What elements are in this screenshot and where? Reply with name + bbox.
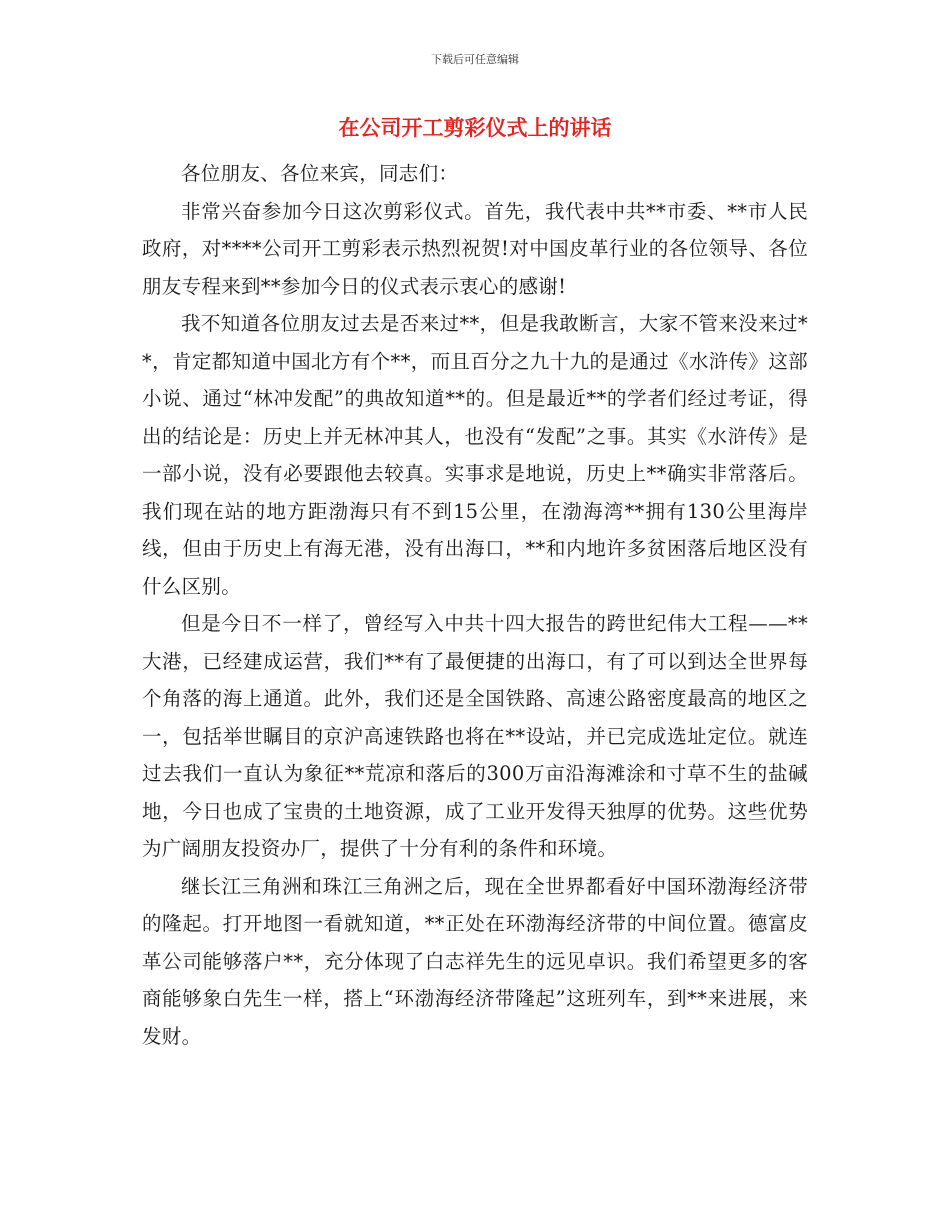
document-title: 在公司开工剪彩仪式上的讲话 [338,116,612,140]
body-paragraph: 非常兴奋参加今日这次剪彩仪式。首先，我代表中共**市委、**市人民政府，对****公司开工剪彩表示热烈祝贺!对中国皮革行业的各位领导、各位朋友专程来到**参加今日的仪式表示衷心的感谢! [142,199,808,298]
body-paragraph: 我不知道各位朋友过去是否来过**，但是我敢断言，大家不管来没来过**，肯定都知道中国北方有个**，而且百分之九十九的是通过《水浒传》这部小说、通过“林冲发配”的典故知道**的。但是最近**的学者们经过考证，得出的结论是：历史上并无林冲其人，也没有“发配”之事。其实《水浒传》是一部小说，没有必要跟他去较真。实事求是地说，历史上**确实非常落后。我们现在站的地方距渤海只有不到15公里，在渤海湾**拥有130公里海岸线，但由于历史上有海无港，没有出海口，**和内地许多贫困落后地区没有什么区别。 [142,312,808,598]
document-body [142,155,808,1055]
body-paragraph: 但是今日不一样了，曾经写入中共十四大报告的跨世纪伟大工程——**大港，已经建成运营，我们**有了最便捷的出海口，有了可以到达全世界每个角落的海上通道。此外，我们还是全国铁路、高速公路密度最高的地区之一，包括举世瞩目的京沪高速铁路也将在**设站，并已完成选址定位。就连过去我们一直认为象征**荒凉和落后的300万亩沿海滩涂和寸草不生的盐碱地，今日也成了宝贵的土地资源，成了工业开发得天独厚的优势。这些优势为广阔朋友投资办厂，提供了十分有利的条件和环境。 [142,612,808,860]
header-note: 下载后可任意编辑 [431,53,519,66]
body-paragraph: 继长江三角洲和珠江三角洲之后，现在全世界都看好中国环渤海经济带的隆起。打开地图一看就知道，**正处在环渤海经济带的中间位置。德富皮革公司能够落户**，充分体现了白志祥先生的远见卓识。我们希望更多的客商能够象白先生一样，搭上“环渤海经济带隆起”这班列车，到**来进展，来发财。 [142,874,808,1048]
greeting-paragraph: 各位朋友、各位来宾，同志们： [181,162,459,185]
